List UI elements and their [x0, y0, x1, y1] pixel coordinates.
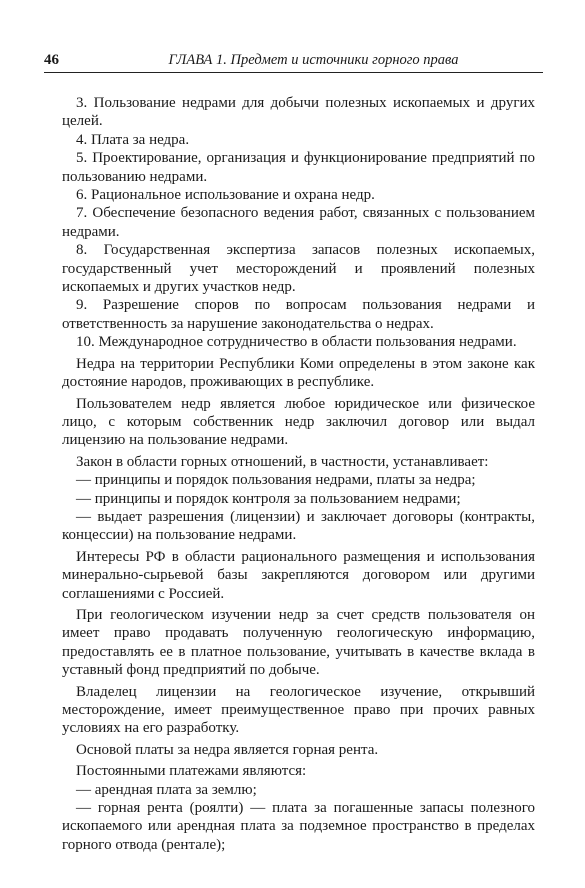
paragraph: — выдает разрешения (лицензии) и заключает договоры (контракты, концессии) на пользование недрами. — [62, 508, 535, 544]
paragraph: Пользователем недр является любое юридическое или физическое лицо, с которым собственник недр заключил договор или выдал лицензию на пользование недрами. — [62, 395, 535, 449]
paragraph: 10. Международное сотрудничество в области пользования недрами. — [76, 334, 517, 351]
paragraph: Закон в области горных отношений, в частности, устанавливает: — [76, 453, 489, 470]
paragraph: 8. Государственная экспертиза запасов полезных ископаемых, государственный учет месторождений и проявлений полезных ископаемых и других участков недр. — [62, 242, 535, 296]
paragraph: При геологическом изучении недр за счет средств пользователя он имеет право продавать полученную геологическую информацию, предоставлять ее в платное пользование, учитывать в качестве вклада в уставный фонд предприятий по добыче. — [62, 606, 535, 679]
paragraph: 7. Обеспечение безопасного ведения работ, связанных с пользованием недрами. — [62, 205, 535, 240]
paragraph: 3. Пользование недрами для добычи полезных ископаемых и других целей. — [62, 95, 535, 130]
paragraph: 6. Рациональное использование и охрана недр. — [76, 187, 375, 204]
body-text — [62, 94, 535, 854]
paragraph: — принципы и порядок контроля за пользованием недрами; — [76, 490, 461, 507]
paragraph: Постоянными платежами являются: — [76, 763, 307, 780]
paragraph: 9. Разрешение споров по вопросам пользования недрами и ответственность за нарушение законодательства о недрах. — [62, 297, 535, 332]
paragraph: — горная рента (роялти) — плата за погашенные запасы полезного ископаемого или арендная плата за подземное пространство в пределах горного отвода (рентале); — [62, 800, 535, 853]
paragraph: Основой платы за недра является горная рента. — [76, 741, 379, 758]
page-number: 46 — [44, 52, 59, 68]
paragraph: 5. Проектирование, организация и функционирование предприятий по пользованию недрами. — [62, 150, 535, 185]
page-header — [44, 50, 543, 73]
paragraph: Недра на территории Республики Коми определены в этом законе как достояние народов, проживающих в республике. — [62, 355, 535, 391]
paragraph: 4. Плата за недра. — [76, 131, 190, 148]
running-head: ГЛАВА 1. Предмет и источники горного права — [168, 52, 459, 68]
paragraph: — арендная плата за землю; — [76, 781, 257, 798]
paragraph: — принципы и порядок пользования недрами, платы за недра; — [76, 472, 476, 489]
paragraph: Интересы РФ в области рационального размещения и использования минерально-сырьевой базы закрепляются договором или другими соглашениями с Россией. — [62, 548, 535, 602]
paragraph: Владелец лицензии на геологическое изучение, открывший месторождение, имеет преимущественное право при прочих равных условиях на его разработку. — [62, 683, 535, 737]
